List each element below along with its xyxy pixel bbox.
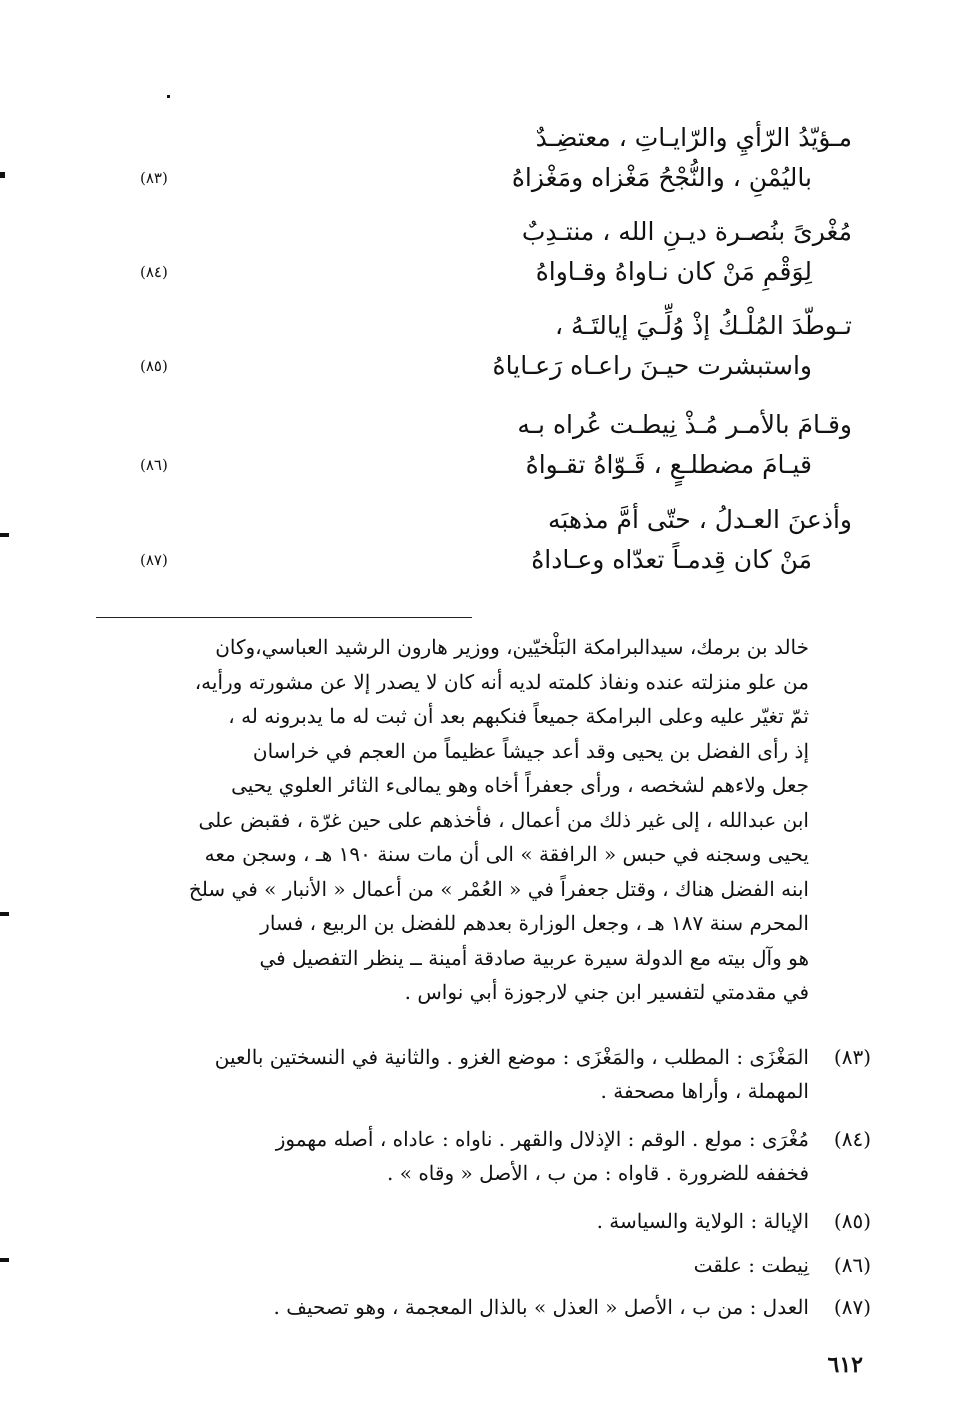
footnote-text: فخففه للضرورة . قاواه : من ب ، الأصل « وقاه » . [387, 1161, 809, 1185]
page-number: ٦١٢ [827, 1352, 863, 1378]
verse-first-hemistich: وقـامَ بالأمـر مُـذْ نِيطـت عُراه بـه [517, 410, 852, 439]
scan-speck [0, 533, 9, 537]
verse-number: (٨٥) [140, 357, 168, 375]
verse-number: (٨٦) [140, 456, 168, 474]
footnote-85 [104, 1204, 871, 1238]
scan-speck [0, 172, 5, 178]
verse-first-hemistich: مـؤيّدُ الرّأيِ والرّايـاتِ ، معتضِـدٌ [535, 123, 852, 152]
biography-line: خالد بن برمك، سيدالبرامكة البَلْخيّين، ووزير هارون الرشيد العباسي،وكان [215, 635, 809, 659]
verse-87 [140, 500, 852, 580]
footnote-number: (٨٧) [833, 1295, 871, 1319]
verse-second-hemistich: لِوَقْمِ مَنْ كان نـاواهُ وقـاواهُ (٨٤) [150, 252, 812, 292]
verse-number: (٨٧) [140, 551, 168, 569]
footnote-number: (٨٦) [833, 1253, 871, 1277]
verse-second-hemistich: واستبشرت حيـنَ راعـاه رَعـاياهُ (٨٥) [150, 346, 812, 386]
verse-number: (٨٣) [140, 169, 168, 187]
biography-note [104, 630, 809, 1010]
biography-line: جعل ولاءهم لشخصه ، ورأى جعفراً أخاه وهو يمالىء الثائر العلوي يحيى [231, 773, 809, 797]
footnote-text: الإيالة : الولاية والسياسة . [596, 1209, 809, 1233]
verse-86 [140, 405, 852, 485]
biography-line: ابن عبدالله ، إلى غير ذلك من أعمال ، فأخذهم على حين غرّة ، فقبض على [198, 807, 809, 832]
footnote-number: (٨٤) [833, 1127, 871, 1151]
verse-first-hemistich: وأذعنَ العـدلُ ، حتّى أمَّ مذهبَه [547, 505, 852, 534]
footnote-separator [96, 617, 472, 618]
footnote-number: (٨٣) [833, 1045, 871, 1069]
footnote-text: نِيطت : علقت [693, 1253, 809, 1277]
biography-line: ابنه الفضل هناك ، وقتل جعفراً في « العُمْر » من أعمال « الأنبار » في سلخ [188, 876, 809, 901]
verse-84 [140, 212, 852, 292]
footnote-number: (٨٥) [833, 1209, 871, 1233]
footnote-84 [104, 1122, 871, 1190]
scan-speck [0, 1258, 9, 1262]
footnote-text: مُغْرَى : مولع . الوقم : الإذلال والقهر . ناواه : عاداه ، أصله مهموز [275, 1127, 809, 1151]
footnote-86 [104, 1248, 871, 1282]
verse-second-hemistich: باليُمْنِ ، والنُّجْحُ مَغْزاه ومَغْزاهُ (٨٣) [150, 158, 812, 198]
footnote-text: المَغْزَى : المطلب ، والمَغْزَى : موضع الغزو . والثانية في النسختين بالعين [214, 1045, 809, 1069]
biography-line: المحرم سنة ١٨٧ هـ ، وجعل الوزارة بعدهم للفضل بن الربيع ، فسار [260, 911, 809, 935]
scan-speck [0, 912, 9, 916]
biography-line: من علو منزلته عنده ونفاذ كلمته لديه أنه كان لا يصدر إلا عن مشورته ورأيه، [194, 669, 809, 694]
footnote-83 [104, 1040, 871, 1108]
verse-83 [140, 118, 852, 198]
biography-line: إذ رأى الفضل بن يحيى وقد أعد جيشاً عظيماً من العجم في خراسان [252, 738, 809, 763]
verse-85 [140, 306, 852, 386]
footnote-text: المهملة ، وأراها مصحفة . [600, 1079, 809, 1103]
biography-line: يحيى وسجنه في حبس « الرافقة » الى أن مات سنة ١٩٠ هـ ، وسجن معه [204, 842, 809, 866]
biography-line: في مقدمتي لتفسير ابن جني لارجوزة أبي نواس . [404, 980, 809, 1004]
biography-line: هو وآل بيته مع الدولة سيرة عربية صادقة أمينة ــ ينظر التفصيل في [259, 945, 809, 970]
biography-line: ثمّ تغيّر عليه وعلى البرامكة جميعاً فنكبهم بعد أن ثبت له ما يدبرونه له ، [228, 704, 809, 728]
verse-second-hemistich: مَنْ كان قِدمـاً تعدّاه وعـاداهُ (٨٧) [150, 540, 812, 580]
verse-second-hemistich: قيـامَ مضطلـعٍ ، قَـوّاهُ تقـواهُ (٨٦) [150, 445, 812, 485]
scan-speck [167, 95, 170, 98]
footnote-87 [104, 1290, 871, 1324]
verse-first-hemistich: مُغْرىً بنُصـرة ديـنِ الله ، منتـدِبٌ [521, 217, 852, 246]
verse-first-hemistich: تـوطّدَ المُلْـكُ إذْ وُلِّـيَ إيالتَـهُ ، [554, 311, 852, 340]
verse-number: (٨٤) [140, 263, 168, 281]
footnote-text: العدل : من ب ، الأصل « العذل » بالذال المعجمة ، وهو تصحيف . [273, 1295, 809, 1319]
